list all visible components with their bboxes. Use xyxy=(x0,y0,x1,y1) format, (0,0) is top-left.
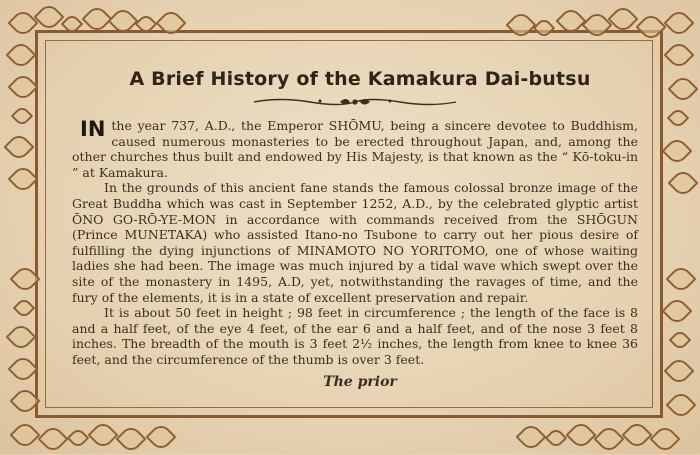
paragraph-1-text: the year 737, A.D., the Emperor SHŌMU, being a sincere devotee to Buddhism, caused numerous monasteries to be erected throughout Japan, and, among the other churches thus built and endowed by His Majesty, is that known as the “ Kō-toku-in ” at Kamakura. xyxy=(72,118,638,180)
document-title: A Brief History of the Kamakura Dai-butsu xyxy=(129,68,591,90)
scroll-ornament-icon xyxy=(250,96,460,108)
drop-cap: IN xyxy=(80,117,106,141)
signature: The prior xyxy=(323,373,397,390)
paragraph-3: It is about 50 feet in height ; 98 feet in circumference ; the length of the face is 8 and a half feet, of the eye 4 feet, of the ear 6 and a half feet, and of the nose 3 feet 8 inches. The breadth of the mouth is 3 feet 2½ inches, the length from knee to knee 36 feet, and the circumference of the thumb is over 3 feet. xyxy=(72,305,638,367)
paragraph-2: In the grounds of this ancient fane stands the famous colossal bronze image of the Great Buddha which was cast in September 1252, A.D., by the celebrated glyptic artist ŌNO GO-RŌ-YE-MON in accordance with commands received from the SHŌGUN (Prince MUNETAKA) who assisted Itano-no Tsubone to carry out her pious desire of fulfilling the dying injunctions of MINAMOTO NO YORITOMO, one of whose waiting ladies she had been. The image was much injured by a tidal wave which swept over the site of the monastery in 1495, A.D, yet, notwithstanding the ravages of time, and the fury of the elements, it is in a state of excellent preservation and repair. xyxy=(72,180,638,305)
paragraph-1 xyxy=(72,118,638,180)
document-body xyxy=(72,62,638,390)
